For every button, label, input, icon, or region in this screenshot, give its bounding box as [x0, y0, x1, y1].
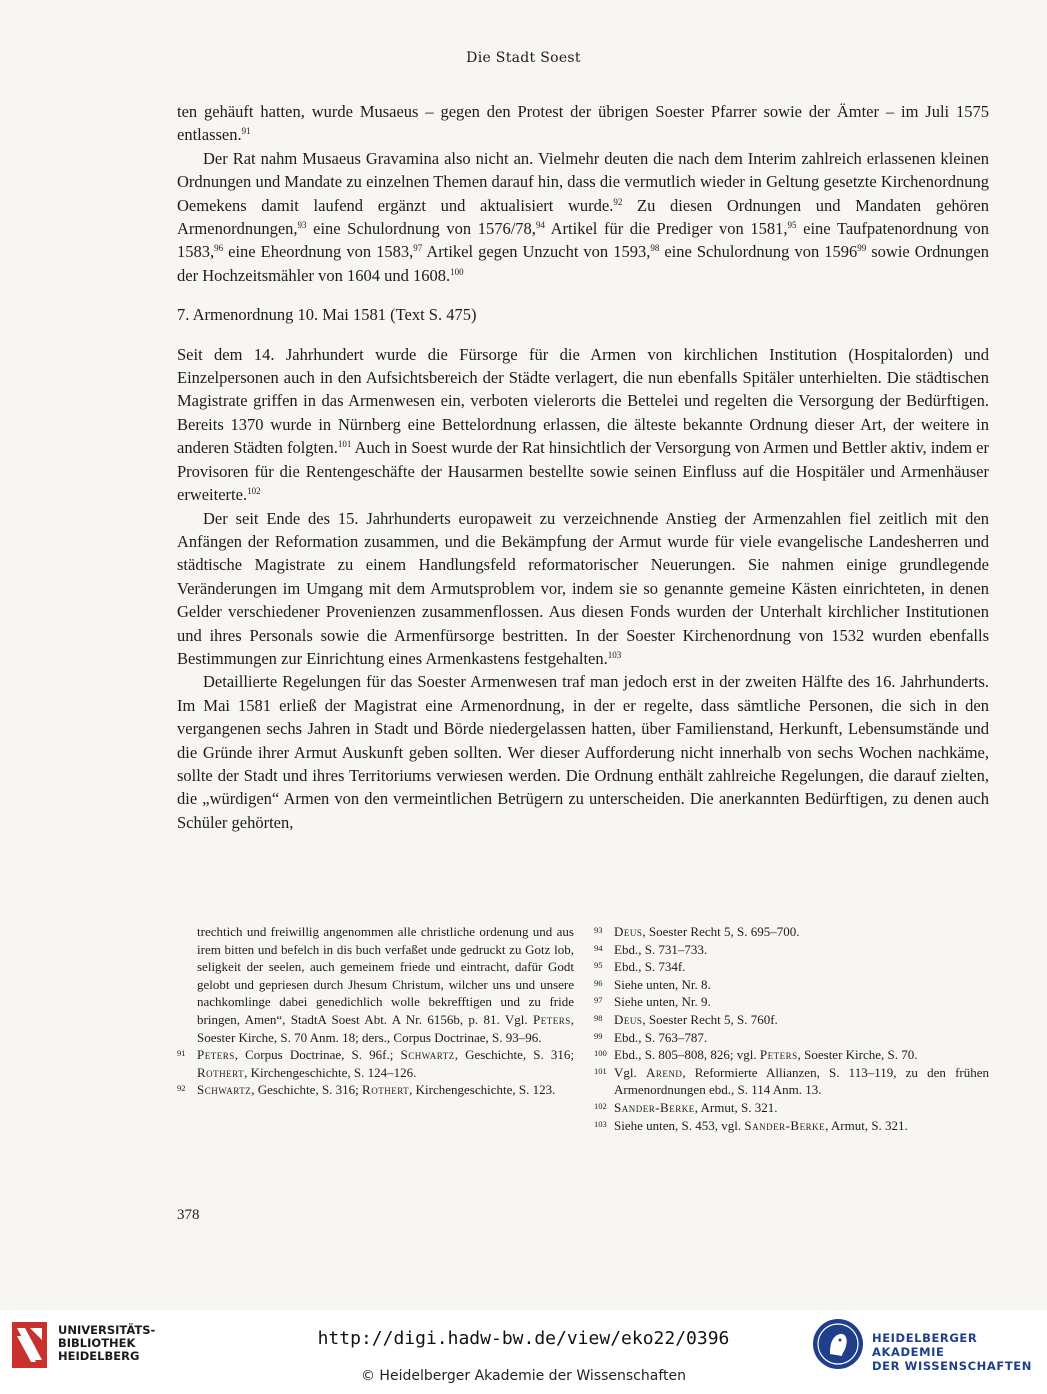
paragraph: Seit dem 14. Jahrhundert wurde die Fürsorge für die Armen von kirchlichen Institution (Hospitalorden) und Einzelpersonen auch in den Aufsichtsbereich der Städte verlagert, die nun ebenfalls Spitäler unterhielten. Die städtischen Magistrate griffen in das Armenwesen ein, verboten vielerorts die Bettelei und regelten die Versorgung der Bedürftigen. Bereits 1370 wurde in Nürnberg eine Bettelordnung erlassen, die älteste bekannte Ordnung dieser Art, der weitere in anderen Städten folgten.$^{101}$ Auch in Soest wurde der Rat hinsichtlich der Versorgung von Armen und Bettler aktiv, indem er Provisoren für die Rentengeschäfte der Hausarmen bestellte sowie seinen Einfluss auf die Hospitäler und Armenhäuser erweiterte.$^{102}$	[177, 344, 989, 505]
footnote-94: 94 Ebd., S. 731–733.	[594, 941, 708, 957]
footnote-101: 101 Vgl. Arend, Reformierte Allianzen, S. 113–119, zu den frühen Armenordnungen ebd., S. 114 Anm. 13.	[594, 1064, 989, 1098]
copyright-notice: © Heidelberger Akademie der Wissenschaften	[360, 1368, 686, 1384]
academy-seal-icon	[812, 1318, 864, 1370]
footnote-ref[interactable]: 100	[450, 266, 464, 277]
section-heading: 7. Armenordnung 10. Mai 1581 (Text S. 475)	[177, 305, 477, 325]
footnote-ref[interactable]: 94	[535, 220, 545, 231]
paragraph: Detaillierte Regelungen für das Soester Armenwesen traf man jedoch erst in der zweiten Hälfte des 16. Jahrhunderts. Im Mai 1581 erließ der Magistrat eine Armenordnung, in der er regelte, dass sämtliche Personen, die sich in den vergangenen sechs Jahren in Stadt und Börde niedergelassen hatten, über Familienstand, Herkunft, Lebensumstände und die Gründe ihrer Armut Auskunft geben sollten. Wer dieser Aufforderung nicht innerhalb von sechs Wochen nachkäme, sollte der Stadt und ihres Territoriums verwiesen werden. Die Ordnung enthält zahlreiche Regelungen, die darauf zielten, die „würdigen“ Armen von den vermeintlichen Betrügern zu unterscheiden. Die anerkannten Bedürftigen, zu denen auch Schüler gehörten,	[177, 672, 989, 832]
footnote-ref[interactable]: 99	[857, 243, 867, 254]
footnote-ref[interactable]: 92	[613, 196, 623, 207]
footnote-ref[interactable]: 97	[413, 243, 423, 254]
footnote-column-right	[594, 923, 989, 1134]
paragraph: Der Rat nahm Musaeus Gravamina also nicht an. Vielmehr deuten die nach dem Interim zahlreich erlassenen kleinen Ordnungen und Mandate zu einzelnen Themen darauf hin, dass die vermutlich wieder in Geltung gesetzte Kirchenordnung Oemekens damit laufend ergänzt und aktualisiert wurde.$^{92}$ Zu diesen Ordnungen und Mandaten gehören Armenordnungen,$^{93}$ eine Schulordnung von 1576/78,94 Artikel für die Prediger von 1581,95 eine Taufpatenordnung von 1583,96 eine Eheordnung von 1583,97 Artikel gegen Unzucht von 1593,98 eine Schulordnung von 1596$^{99}$ sowie Ordnungen der Hochzeitsmähler von 1604 und 1608.$^{100}$	[177, 148, 990, 285]
university-library-name: UNIVERSITÄTS- BIBLIOTHEK HEIDELBERG	[58, 1323, 156, 1363]
footnote-99: 99 Ebd., S. 763–787.	[594, 1029, 708, 1045]
footnote-column-left	[177, 923, 574, 1099]
footnote-91: 91 Peters, Corpus Doctrinae, S. 96f.; Schwartz, Geschichte, S. 316; Rothert, Kirchengeschichte, S. 124–126.	[177, 1047, 574, 1080]
running-head: Die Stadt Soest	[466, 50, 581, 66]
footnote-ref[interactable]: 96	[214, 243, 224, 254]
footnote-97: 97 Siehe unten, Nr. 9.	[594, 994, 711, 1010]
footnote-96: 96 Siehe unten, Nr. 8.	[594, 976, 711, 992]
footnote-93: 93 Deus, Soester Recht 5, S. 695–700.	[594, 924, 800, 939]
page-number: 378	[177, 1207, 200, 1223]
footnote-continuation: trechtich und freiwillig angenommen alle christliche ordenung und aus irem bitten und befelch in dis buch verfaßet unde gedruckt zu Gotz lob, seligkeit der seelen, auch gemeinem friede und eintracht, dafür Godt gelobt und gepriesen durch Jhesum Christum, wilcher uns und unsere nachkomlinge dabei genedichlich wolle bekrefftigen und zu fride bringen, Amen“, StadtA Soest Abt. A Nr. 6156b, p. 81. Vgl. Peters, Soester Kirche, S. 70 Anm. 18; ders., Corpus Doctrinae, S. 93–96.	[197, 924, 574, 1045]
footnote-ref[interactable]: 103	[607, 649, 622, 660]
footnote-ref[interactable]: 102	[247, 486, 261, 497]
footnote-100: 100 Ebd., S. 805–808, 826; vgl. Peters, Soester Kirche, S. 70.	[594, 1047, 918, 1063]
footnote-92: 92 Schwartz, Geschichte, S. 316; Rothert, Kirchengeschichte, S. 123.	[177, 1082, 556, 1098]
footnote-ref[interactable]: 101	[337, 439, 352, 450]
footnote-102: 102 Sander-Berke, Armut, S. 321.	[594, 1099, 778, 1115]
viewer-footer	[0, 1310, 1047, 1394]
footnote-95: 95 Ebd., S. 734f.	[594, 959, 686, 975]
permalink-url[interactable]: http://digi.hadw-bw.de/view/eko22/0396	[317, 1328, 730, 1349]
footnote-ref[interactable]: 91	[241, 126, 251, 137]
academy-name: HEIDELBERGER AKADEMIE DER WISSENSCHAFTEN	[872, 1331, 1032, 1373]
footnote-103: 103 Siehe unten, S. 453, vgl. Sander-Berke, Armut, S. 321.	[594, 1117, 908, 1133]
main-text	[177, 100, 989, 834]
footnote-ref[interactable]: 95	[787, 220, 797, 231]
paragraph: ten gehäuft hatten, wurde Musaeus – gegen den Protest der übrigen Soester Pfarrer sowie der Ämter – im Juli 1575 entlassen.$^{91}$	[177, 102, 989, 145]
footnote-ref[interactable]: 98	[650, 243, 660, 254]
paragraph: Der seit Ende des 15. Jahrhunderts europaweit zu verzeichnende Anstieg der Armenzahlen fiel zeitlich mit den Anfängen der Reformation zusammen, und die Bekämpfung der Armut wurde für viele evangelische Landesherren und städtische Magistrate zu einem Handlungsfeld reformatorischer Neuerungen. Sie nahmen einige grundlegende Veränderungen im Umgang mit dem Armutsproblem vor, indem sie so genannte gemeine Kästen einrichteten, in denen Gelder verschiedener Provenienzen zusammenflossen. Aus diesen Fonds wurden der Unterhalt kirchlicher Institutionen und ihres Personals sowie die Armenfürsorge bestritten. In der Soester Kirchenordnung von 1532 wurden ebenfalls Bestimmungen zur Einrichtung eines Armenkastens festgehalten.$^{103}$	[177, 508, 989, 668]
footnote-98: 98 Deus, Soester Recht 5, S. 760f.	[594, 1011, 778, 1027]
footnote-ref[interactable]: 93	[297, 220, 307, 231]
